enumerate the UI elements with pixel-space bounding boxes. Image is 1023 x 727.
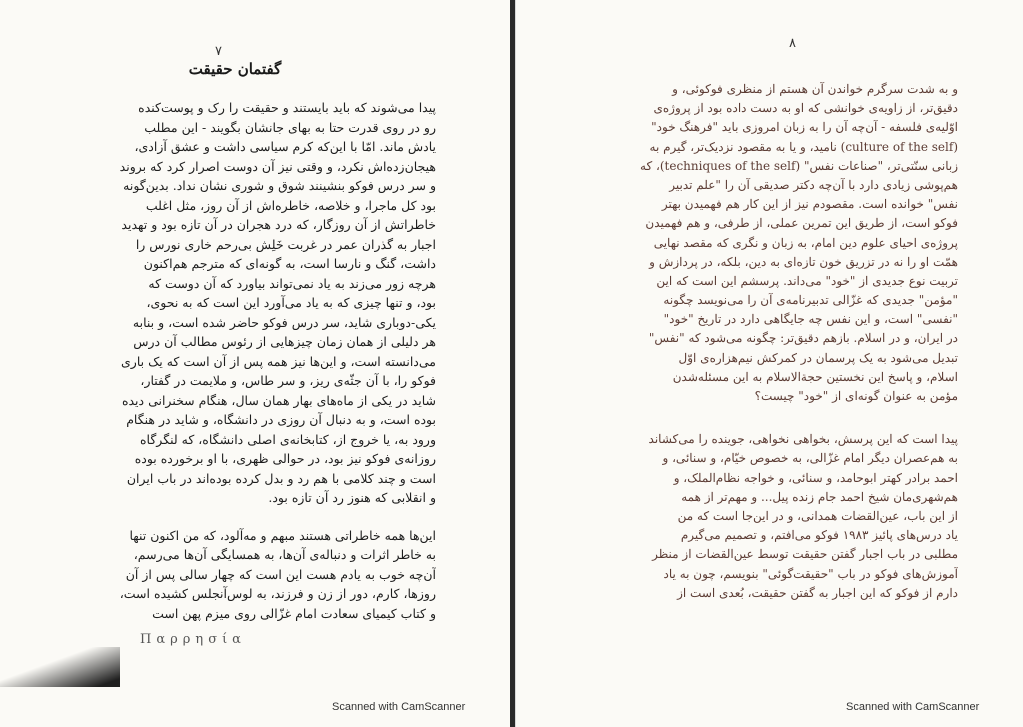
text-line: یادش ماند. امّا با این‌که کرم سیاسی داشت و عشق آزادی، [134, 139, 436, 154]
text-line: تبدیل می‌شود به یک پرسمان در کمرکش نیم‌هزاره‌ی اوّل [678, 350, 958, 365]
text-line: بود، و تنها چیزی که به یاد می‌آورد این است که به نحوی، [146, 295, 436, 310]
text-line: یکی-دوباری شاید، سر درس فوکو حاضر شده است، و بنابه [132, 314, 436, 330]
text-line: از این باب، عین‌القضات همدانی، و در این‌جا است که من [677, 508, 958, 523]
text-line: احمد برادر کهتر ابوحامد، و سنائی، و خواجه نظام‌الملک، و [673, 470, 958, 485]
left-paragraph-2 [68, 526, 436, 624]
text-line: اجبار به گذران عمر در غربت خَلِش بی‌رحم خاری نورس را [135, 236, 436, 252]
text-line: رو در روی قدرت حتا به بهای جانشان بگویند - این مطلب [144, 119, 436, 135]
book-footer-wordmark: Παρρησία [140, 632, 246, 647]
text-line: مطلبی در باب اجبار گفتن حقیقت توسط عین‌القضات از منظر [652, 547, 958, 562]
text-line: روزها، کارم، دور از زن و فرزند، به لوس‌آنجلس کشیده است، [119, 586, 436, 601]
text-line: دارم از فوکو که این اجبار به گفتن حقیقت، بُعدی است از [677, 585, 958, 600]
text-line: شاید در یکی از ماه‌های بهار همان سال، هنگام سخنرانی دیده [121, 392, 436, 408]
right-page-number: ٨ [789, 36, 796, 51]
text-line: "مؤمن" جدیدی که غزّالی تدبیرنامه‌ی آن را می‌نویسد چگونه [663, 293, 958, 308]
text-line: روزانه‌ی فوکو نیز بود، در حوالی ظهری، با او برخورده بوده [134, 451, 436, 466]
text-line: آن‌چه خوب به یادم هست این است که چهار سالی پس از آن [125, 566, 436, 582]
text-line: است و چند کلامی با هم رد و بدل کرده بوده‌اند در باب ایران [126, 470, 436, 486]
text-line: همّت او را نه در تزریق خون تازه‌ای به دین، بلکه، در پردازش و [649, 254, 958, 269]
text-line: می‌دانسته است، و این‌ها نیز همه پس از آن است که یک باری [121, 353, 436, 369]
text-line: آموزش‌های فوکو در باب "حقیقت‌گوئی" بنویسم، چون به یاد [663, 566, 958, 581]
text-line: هرچه زور می‌زند به یاد نمی‌تواند بیاورد که آن دوست که [148, 275, 436, 291]
right-paragraph-2 [628, 430, 958, 603]
text-line: پیدا می‌شوند که باید بایستند و حقیقت را رک و پوست‌کنده [138, 100, 436, 115]
text-line: به هم‌عصران دیگر امام غزّالی، به خصوص خیّام، و سنائی، و [662, 451, 958, 466]
right-scanner-watermark: Scanned with CamScanner [846, 701, 980, 713]
text-line: هم‌پوشی زیادی دارد با آن‌چه دکتر صدیقی آن را "علم تدبیر [669, 177, 958, 192]
text-line: و به شدت سرگرم خواندن آن هستم از منظری فوکوئی، و [672, 82, 958, 96]
text-line: بود کل ماجرا، و خلاصه، خاطره‌اش از آن روز، مثل اغلب [145, 197, 436, 213]
text-line: دقیق‌تر، از زاویه‌ی خوانشی که او به دست داده بود از پروژه‌ی [653, 101, 958, 116]
text-line: بوده است، و به دنبال آن روزی در دانشگاه، و شاید در هنگام [126, 412, 436, 427]
text-line: فوکو است، از طریق این تمرین عملی، از طرفی، و هم فهمیدن [645, 216, 958, 231]
text-line: زبانی سنّتی‌تر، "صناعات نفس" (techniques of the self)، که [640, 158, 958, 173]
text-line: تربیت نوع جدیدی از "خود" می‌داند. پرسشم این است که این [656, 273, 958, 288]
text-line: یاد درس‌های پائیز ۱۹۸۳ فوکو می‌افتم، و تصمیم می‌گیرم [680, 528, 958, 543]
text-line: و سر درس فوکو بنشینند شوق و شوری نشان نداد. بدین‌گونه [123, 178, 436, 193]
text-line: (culture of the self) نامید، و یا به مقصود نزدیک‌تر، گیرم به [649, 139, 958, 154]
scan-shadow [0, 647, 120, 687]
text-line: نفس" خوانده است. مقصودم نیز از این کار هم فهمیدن بهتر [661, 197, 958, 212]
text-line: در ایران، و در اسلام. بازهم دقیق‌تر: چگونه می‌شود که "نفس" [648, 331, 958, 346]
right-book-page [515, 0, 1023, 727]
text-line: مؤمن به عنوان گونه‌ای از "خود" چیست؟ [754, 389, 958, 403]
text-line: به خاطر اثرات و دنباله‌ی آن‌ها، به همسایگی آن‌ها می‌رسم، [133, 547, 436, 562]
text-line: هم‌شهری‌مان شیخ احمد جام زنده پیل... و مهم‌تر از همه [681, 489, 958, 504]
text-line: هر دلیلی از همان زمان چیزهایی از رئوس مطالب آن درس [133, 334, 436, 349]
text-line: اسلام، و پاسخ این نخستین حجة‌الاسلام به این مسئله‌شدن [672, 369, 958, 384]
chapter-title: گفتمان حقیقت [188, 60, 282, 78]
text-line: این‌ها همه خاطراتی هستند مبهم و مه‌آلود، که من اکنون تنها [129, 527, 436, 543]
text-line: داشت، گنگ و نارسا است، به گونه‌ای که مترجم هم‌اکنون [143, 256, 436, 271]
text-line: "نفسی" است، و این نفس چه جایگاهی دارد در تاریخ "خود" [663, 312, 958, 327]
text-line: پیدا است که این پرسش، بخواهی نخواهی، جوینده را می‌کشاند [648, 432, 958, 447]
right-page-text [628, 80, 958, 603]
text-line: و کتاب کیمیای سعادت امام غزّالی روی میزم پهن است [152, 605, 436, 621]
right-paragraph-1 [628, 80, 958, 406]
left-page-text [68, 98, 436, 623]
text-line: فوکو را، با آن جثّه‌ی ریز، و سر طاس، و ملایمت در گفتار، [140, 373, 436, 388]
left-page-number: ٧ [215, 44, 222, 59]
text-line: هیجان‌زده‌اش نکرد، و وقتی نیز آن دوست اصرار کرد که بروند [119, 158, 436, 174]
text-line: ورود به، یا خروج از، کتابخانه‌ی اصلی دانشگاه، که لنگرگاه [139, 431, 436, 447]
text-line: پروژه‌ی احیای علوم دین امام، به زبان و نگری که مقصد نهایی [653, 235, 958, 250]
left-scanner-watermark: Scanned with CamScanner [332, 701, 466, 713]
text-line: خاطراتش از آن روزگار، که درد هجران در آن تازه بود و تهدید [121, 217, 436, 232]
text-line: اوّلیه‌ی فلسفه - آن‌چه آن را به زبان امروزی باید "فرهنگ خود" [651, 120, 958, 135]
left-paragraph-1 [68, 98, 436, 508]
text-line: و انقلابی که هنوز رد آن تازه بود. [268, 490, 436, 505]
